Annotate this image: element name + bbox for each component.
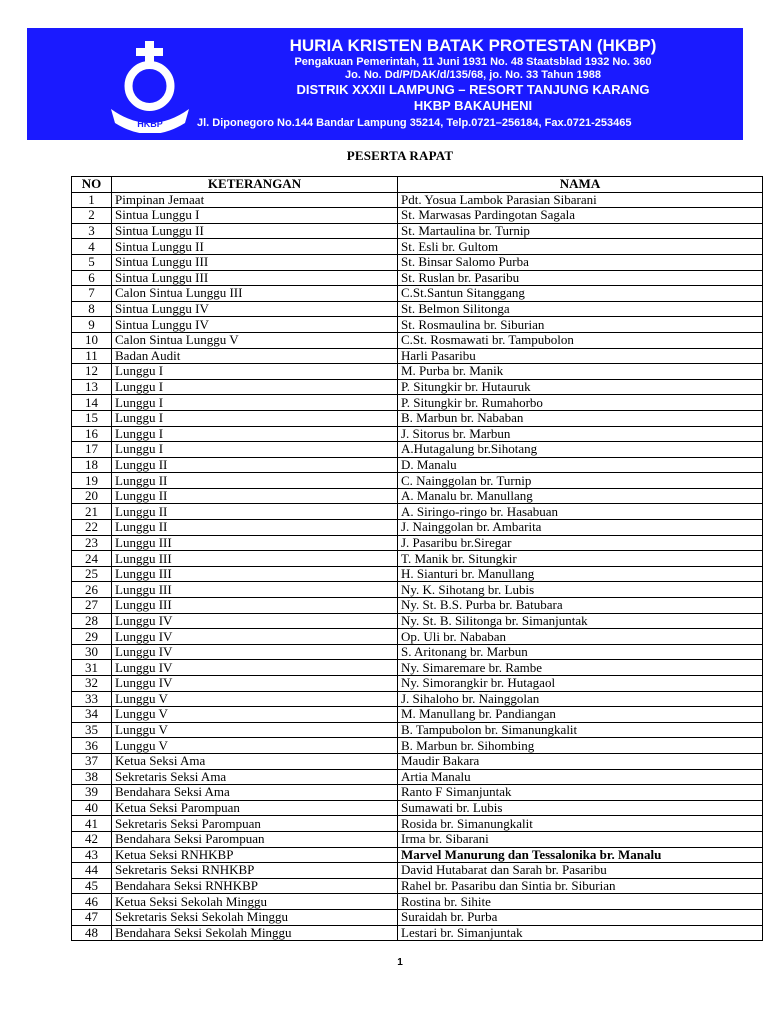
row-number: 27 bbox=[72, 598, 112, 614]
row-keterangan: Lunggu IV bbox=[112, 613, 398, 629]
table-row bbox=[72, 847, 763, 863]
row-nama: J. Nainggolan br. Ambarita bbox=[398, 520, 763, 536]
row-number: 16 bbox=[72, 426, 112, 442]
table-row bbox=[72, 707, 763, 723]
row-keterangan: Lunggu I bbox=[112, 410, 398, 426]
table-row bbox=[72, 676, 763, 692]
table-row bbox=[72, 270, 763, 286]
row-keterangan: Lunggu IV bbox=[112, 629, 398, 645]
table-row bbox=[72, 442, 763, 458]
row-nama: St. Belmon Silitonga bbox=[398, 301, 763, 317]
table-row bbox=[72, 520, 763, 536]
row-number: 30 bbox=[72, 644, 112, 660]
row-nama: M. Manullang br. Pandiangan bbox=[398, 707, 763, 723]
row-nama: Rostina br. Sihite bbox=[398, 894, 763, 910]
table-body bbox=[72, 192, 763, 941]
table-row bbox=[72, 831, 763, 847]
table-row bbox=[72, 504, 763, 520]
row-number: 12 bbox=[72, 364, 112, 380]
table-row bbox=[72, 473, 763, 489]
row-keterangan: Lunggu II bbox=[112, 488, 398, 504]
row-nama: J. Sihaloho br. Nainggolan bbox=[398, 691, 763, 707]
row-number: 41 bbox=[72, 816, 112, 832]
row-nama: A. Manalu br. Manullang bbox=[398, 488, 763, 504]
row-number: 29 bbox=[72, 629, 112, 645]
row-keterangan: Lunggu I bbox=[112, 426, 398, 442]
row-keterangan: Lunggu IV bbox=[112, 644, 398, 660]
row-nama: Ny. Simorangkir br. Hutagaol bbox=[398, 676, 763, 692]
row-keterangan: Ketua Seksi Ama bbox=[112, 753, 398, 769]
row-keterangan: Lunggu II bbox=[112, 520, 398, 536]
row-nama: Lestari br. Simanjuntak bbox=[398, 925, 763, 941]
row-nama: B. Tampubolon br. Simanungkalit bbox=[398, 722, 763, 738]
row-nama: Maudir Bakara bbox=[398, 753, 763, 769]
legal-line-2: Jo. No. Dd/P/DAK/d/135/68, jo. No. 33 Tahun 1988 bbox=[345, 69, 601, 81]
row-keterangan: Lunggu II bbox=[112, 473, 398, 489]
row-number: 36 bbox=[72, 738, 112, 754]
row-keterangan: Lunggu V bbox=[112, 738, 398, 754]
row-number: 25 bbox=[72, 566, 112, 582]
row-nama: Rosida br. Simanungkalit bbox=[398, 816, 763, 832]
row-number: 20 bbox=[72, 488, 112, 504]
row-nama: S. Aritonang br. Marbun bbox=[398, 644, 763, 660]
row-number: 32 bbox=[72, 676, 112, 692]
row-number: 23 bbox=[72, 535, 112, 551]
table-row bbox=[72, 332, 763, 348]
column-header-nama: NAMA bbox=[398, 177, 763, 193]
hkbp-cross-logo-icon bbox=[107, 39, 193, 133]
row-nama: B. Marbun br. Nababan bbox=[398, 410, 763, 426]
row-keterangan: Sekretaris Seksi Sekolah Minggu bbox=[112, 909, 398, 925]
table-row bbox=[72, 738, 763, 754]
row-nama: Rahel br. Pasaribu dan Sintia br. Siburian bbox=[398, 878, 763, 894]
row-nama: Op. Uli br. Nababan bbox=[398, 629, 763, 645]
row-number: 35 bbox=[72, 722, 112, 738]
row-nama: Sumawati br. Lubis bbox=[398, 800, 763, 816]
row-nama: B. Marbun br. Sihombing bbox=[398, 738, 763, 754]
row-keterangan: Calon Sintua Lunggu V bbox=[112, 332, 398, 348]
row-number: 7 bbox=[72, 286, 112, 302]
row-number: 39 bbox=[72, 785, 112, 801]
row-keterangan: Bendahara Seksi Sekolah Minggu bbox=[112, 925, 398, 941]
row-keterangan: Sekretaris Seksi RNHKBP bbox=[112, 863, 398, 879]
row-number: 3 bbox=[72, 223, 112, 239]
row-keterangan: Lunggu II bbox=[112, 457, 398, 473]
row-number: 19 bbox=[72, 473, 112, 489]
organization-title: HURIA KRISTEN BATAK PROTESTAN (HKBP) bbox=[289, 36, 657, 55]
row-keterangan: Sintua Lunggu III bbox=[112, 254, 398, 270]
row-keterangan: Lunggu I bbox=[112, 395, 398, 411]
row-keterangan: Lunggu I bbox=[112, 379, 398, 395]
row-keterangan: Bendahara Seksi RNHKBP bbox=[112, 878, 398, 894]
row-nama: A.Hutagalung br.Sihotang bbox=[398, 442, 763, 458]
row-keterangan: Sekretaris Seksi Ama bbox=[112, 769, 398, 785]
row-number: 24 bbox=[72, 551, 112, 567]
row-number: 15 bbox=[72, 410, 112, 426]
table-row bbox=[72, 613, 763, 629]
row-nama: St. Martaulina br. Turnip bbox=[398, 223, 763, 239]
table-row bbox=[72, 722, 763, 738]
row-nama: T. Manik br. Situngkir bbox=[398, 551, 763, 567]
row-nama: Ranto F Simanjuntak bbox=[398, 785, 763, 801]
row-number: 21 bbox=[72, 504, 112, 520]
row-number: 13 bbox=[72, 379, 112, 395]
table-row bbox=[72, 239, 763, 255]
table-row bbox=[72, 395, 763, 411]
table-row bbox=[72, 785, 763, 801]
row-keterangan: Sekretaris Seksi Parompuan bbox=[112, 816, 398, 832]
row-nama: C.St.Santun Sitanggang bbox=[398, 286, 763, 302]
table-row bbox=[72, 894, 763, 910]
row-keterangan: Lunggu III bbox=[112, 551, 398, 567]
row-nama: D. Manalu bbox=[398, 457, 763, 473]
table-row bbox=[72, 364, 763, 380]
row-number: 45 bbox=[72, 878, 112, 894]
table-row bbox=[72, 551, 763, 567]
row-keterangan: Lunggu III bbox=[112, 598, 398, 614]
table-row bbox=[72, 691, 763, 707]
row-nama: Marvel Manurung dan Tessalonika br. Manalu bbox=[398, 847, 763, 863]
row-number: 17 bbox=[72, 442, 112, 458]
row-keterangan: Sintua Lunggu IV bbox=[112, 301, 398, 317]
row-nama: David Hutabarat dan Sarah br. Pasaribu bbox=[398, 863, 763, 879]
row-number: 47 bbox=[72, 909, 112, 925]
row-keterangan: Bendahara Seksi Ama bbox=[112, 785, 398, 801]
row-keterangan: Sintua Lunggu II bbox=[112, 239, 398, 255]
row-nama: Irma br. Sibarani bbox=[398, 831, 763, 847]
row-number: 26 bbox=[72, 582, 112, 598]
row-nama: Ny. K. Sihotang br. Lubis bbox=[398, 582, 763, 598]
table-row bbox=[72, 598, 763, 614]
row-keterangan: Lunggu II bbox=[112, 504, 398, 520]
row-number: 6 bbox=[72, 270, 112, 286]
row-nama: J. Sitorus br. Marbun bbox=[398, 426, 763, 442]
row-keterangan: Lunggu IV bbox=[112, 660, 398, 676]
row-keterangan: Pimpinan Jemaat bbox=[112, 192, 398, 208]
row-keterangan: Lunggu III bbox=[112, 535, 398, 551]
logo-text: HKBP bbox=[137, 119, 163, 129]
row-keterangan: Calon Sintua Lunggu III bbox=[112, 286, 398, 302]
table-row bbox=[72, 644, 763, 660]
legal-line-1: Pengakuan Pemerintah, 11 Juni 1931 No. 48 Staatsblad 1932 No. 360 bbox=[294, 56, 652, 68]
table-row bbox=[72, 660, 763, 676]
table-row bbox=[72, 629, 763, 645]
row-nama: St. Rosmaulina br. Siburian bbox=[398, 317, 763, 333]
row-nama: St. Binsar Salomo Purba bbox=[398, 254, 763, 270]
congregation-name: HKBP BAKAUHENI bbox=[413, 98, 533, 113]
row-number: 22 bbox=[72, 520, 112, 536]
table-row bbox=[72, 582, 763, 598]
table-row bbox=[72, 800, 763, 816]
row-nama: H. Sianturi br. Manullang bbox=[398, 566, 763, 582]
row-nama: P. Situngkir br. Hutauruk bbox=[398, 379, 763, 395]
table-row bbox=[72, 753, 763, 769]
table-row bbox=[72, 426, 763, 442]
row-number: 46 bbox=[72, 894, 112, 910]
document-title: PESERTA RAPAT bbox=[346, 148, 454, 163]
table-row bbox=[72, 535, 763, 551]
table-row bbox=[72, 769, 763, 785]
row-keterangan: Badan Audit bbox=[112, 348, 398, 364]
row-number: 38 bbox=[72, 769, 112, 785]
row-number: 2 bbox=[72, 208, 112, 224]
row-number: 43 bbox=[72, 847, 112, 863]
table-row bbox=[72, 488, 763, 504]
row-keterangan: Lunggu V bbox=[112, 691, 398, 707]
table-row bbox=[72, 317, 763, 333]
table-header-row bbox=[72, 177, 763, 193]
table-row bbox=[72, 254, 763, 270]
table-row bbox=[72, 301, 763, 317]
row-nama: Ny. St. B. Silitonga br. Simanjuntak bbox=[398, 613, 763, 629]
table-row bbox=[72, 878, 763, 894]
row-keterangan: Sintua Lunggu I bbox=[112, 208, 398, 224]
row-number: 11 bbox=[72, 348, 112, 364]
table-row bbox=[72, 223, 763, 239]
table-row bbox=[72, 909, 763, 925]
row-keterangan: Bendahara Seksi Parompuan bbox=[112, 831, 398, 847]
row-keterangan: Sintua Lunggu II bbox=[112, 223, 398, 239]
page-number: 1 bbox=[397, 957, 403, 968]
table-row bbox=[72, 863, 763, 879]
row-number: 42 bbox=[72, 831, 112, 847]
address-line: Jl. Diponegoro No.144 Bandar Lampung 35214, Telp.0721–256184, Fax.0721-253465 bbox=[197, 117, 632, 129]
row-keterangan: Lunggu V bbox=[112, 722, 398, 738]
row-nama: J. Pasaribu br.Siregar bbox=[398, 535, 763, 551]
row-number: 48 bbox=[72, 925, 112, 941]
row-nama: A. Siringo-ringo br. Hasabuan bbox=[398, 504, 763, 520]
row-number: 10 bbox=[72, 332, 112, 348]
row-keterangan: Sintua Lunggu IV bbox=[112, 317, 398, 333]
row-number: 18 bbox=[72, 457, 112, 473]
row-number: 34 bbox=[72, 707, 112, 723]
row-number: 9 bbox=[72, 317, 112, 333]
row-keterangan: Lunggu I bbox=[112, 364, 398, 380]
table-row bbox=[72, 192, 763, 208]
district-line: DISTRIK XXXII LAMPUNG – RESORT TANJUNG KARANG bbox=[296, 82, 650, 97]
row-nama: St. Ruslan br. Pasaribu bbox=[398, 270, 763, 286]
row-number: 14 bbox=[72, 395, 112, 411]
row-keterangan: Lunggu III bbox=[112, 582, 398, 598]
row-nama: Pdt. Yosua Lambok Parasian Sibarani bbox=[398, 192, 763, 208]
table-row bbox=[72, 208, 763, 224]
row-nama: St. Marwasas Pardingotan Sagala bbox=[398, 208, 763, 224]
row-number: 44 bbox=[72, 863, 112, 879]
column-header-no: NO bbox=[72, 177, 112, 193]
row-keterangan: Ketua Seksi RNHKBP bbox=[112, 847, 398, 863]
table-row bbox=[72, 286, 763, 302]
row-number: 37 bbox=[72, 753, 112, 769]
row-nama: C.St. Rosmawati br. Tampubolon bbox=[398, 332, 763, 348]
row-nama: Harli Pasaribu bbox=[398, 348, 763, 364]
row-keterangan: Ketua Seksi Sekolah Minggu bbox=[112, 894, 398, 910]
row-nama: C. Nainggolan br. Turnip bbox=[398, 473, 763, 489]
row-nama: St. Esli br. Gultom bbox=[398, 239, 763, 255]
row-number: 5 bbox=[72, 254, 112, 270]
row-keterangan: Lunggu V bbox=[112, 707, 398, 723]
row-nama: Ny. Simaremare br. Rambe bbox=[398, 660, 763, 676]
row-number: 4 bbox=[72, 239, 112, 255]
row-number: 8 bbox=[72, 301, 112, 317]
table-row bbox=[72, 379, 763, 395]
participants-table bbox=[71, 176, 763, 941]
row-number: 28 bbox=[72, 613, 112, 629]
letterhead-banner bbox=[27, 28, 743, 140]
letterhead-text bbox=[197, 36, 743, 130]
row-keterangan: Lunggu IV bbox=[112, 676, 398, 692]
table-row bbox=[72, 816, 763, 832]
row-nama: M. Purba br. Manik bbox=[398, 364, 763, 380]
table-row bbox=[72, 410, 763, 426]
row-keterangan: Ketua Seksi Parompuan bbox=[112, 800, 398, 816]
row-keterangan: Lunggu III bbox=[112, 566, 398, 582]
row-nama: Artia Manalu bbox=[398, 769, 763, 785]
table-row bbox=[72, 348, 763, 364]
table-row bbox=[72, 925, 763, 941]
table-row bbox=[72, 457, 763, 473]
row-keterangan: Lunggu I bbox=[112, 442, 398, 458]
column-header-keterangan: KETERANGAN bbox=[112, 177, 398, 193]
row-nama: Suraidah br. Purba bbox=[398, 909, 763, 925]
row-number: 31 bbox=[72, 660, 112, 676]
row-nama: Ny. St. B.S. Purba br. Batubara bbox=[398, 598, 763, 614]
row-number: 33 bbox=[72, 691, 112, 707]
row-keterangan: Sintua Lunggu III bbox=[112, 270, 398, 286]
row-number: 40 bbox=[72, 800, 112, 816]
table-row bbox=[72, 566, 763, 582]
row-number: 1 bbox=[72, 192, 112, 208]
row-nama: P. Situngkir br. Rumahorbo bbox=[398, 395, 763, 411]
